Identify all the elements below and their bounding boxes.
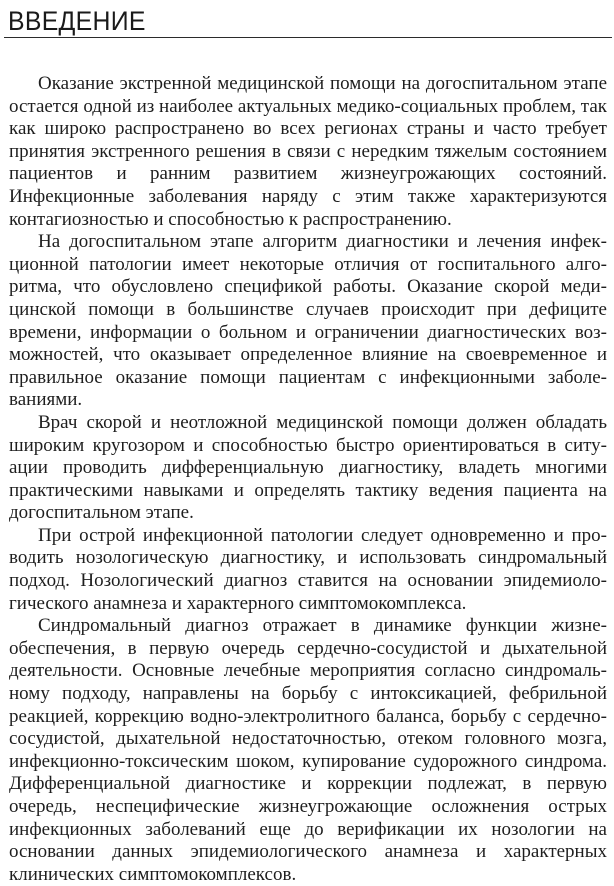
heading-rule bbox=[4, 37, 612, 38]
paragraph-4: При острой инфекционной патологии следует одновременно и проводить нозологическую диагностику, и использовать синдромальный подход. Нозологический диагноз ставится на основании эпидемиологического анамнеза и характерного симптомокомплекса. bbox=[9, 524, 607, 614]
paragraph-1: Оказание экстренной медицинской помощи на догоспитальном этапе остается одной из наиболее актуальных медико-социальных проблем, так как широко распространено во всех регионах страны и часто требует принятия экстренного решения в связи с нередким тяжелым состоянием пациентов и ранним развитием жизнеугрожающих состояний. Инфекционные заболевания наряду с этим также характеризуются контагиозностью и способностью к распространению. bbox=[9, 73, 607, 230]
paragraph-5: Синдромальный диагноз отражает в динамике функции жизнеобеспечения, в первую очередь сердечно-сосудистой и дыхательной деятельности. Основные лечебные мероприятия согласно синдромальному подходу, направлены на борьбу с интоксикацией, фебрильной реакцией, коррекцию водно-электролитного баланса, борьбу с сердечно-сосудистой, дыхательной недостаточностью, отеком головного мозга, инфекционно-токсическим шоком, купирование судорожного синдрома. Дифференциальной диагностике и коррекции подлежат, в первую очередь, неспецифические жизнеугрожающие осложнения острых инфекционных заболеваний еще до верификации их нозологии на основании данных эпидемиологического анамнеза и характерных клинических симптомокомплексов. bbox=[9, 615, 607, 885]
paragraph-2: На догоспитальном этапе алгоритм диагностики и лечения инфекционной патологии имеет некоторые отличия от госпитального алгоритма, что обусловлено спецификой работы. Оказание скорой медицинской помощи в большинстве случаев происходит при дефиците времени, информации о больном и ограничении диагностических возможностей, что оказывает определенное влияние на своевременное и правильное оказание помощи пациентам с инфекционными заболеваниями. bbox=[9, 231, 607, 411]
chapter-heading: ВВЕДЕНИЕ bbox=[8, 6, 146, 36]
paragraph-3: Врач скорой и неотложной медицинской помощи должен обладать широким кругозором и способностью быстро ориентироваться в ситуации проводить дифференциальную диагностику, владеть многими практическими навыками и определять тактику ведения пациента на догоспитальном этапе. bbox=[9, 411, 607, 524]
body-text bbox=[9, 73, 607, 886]
